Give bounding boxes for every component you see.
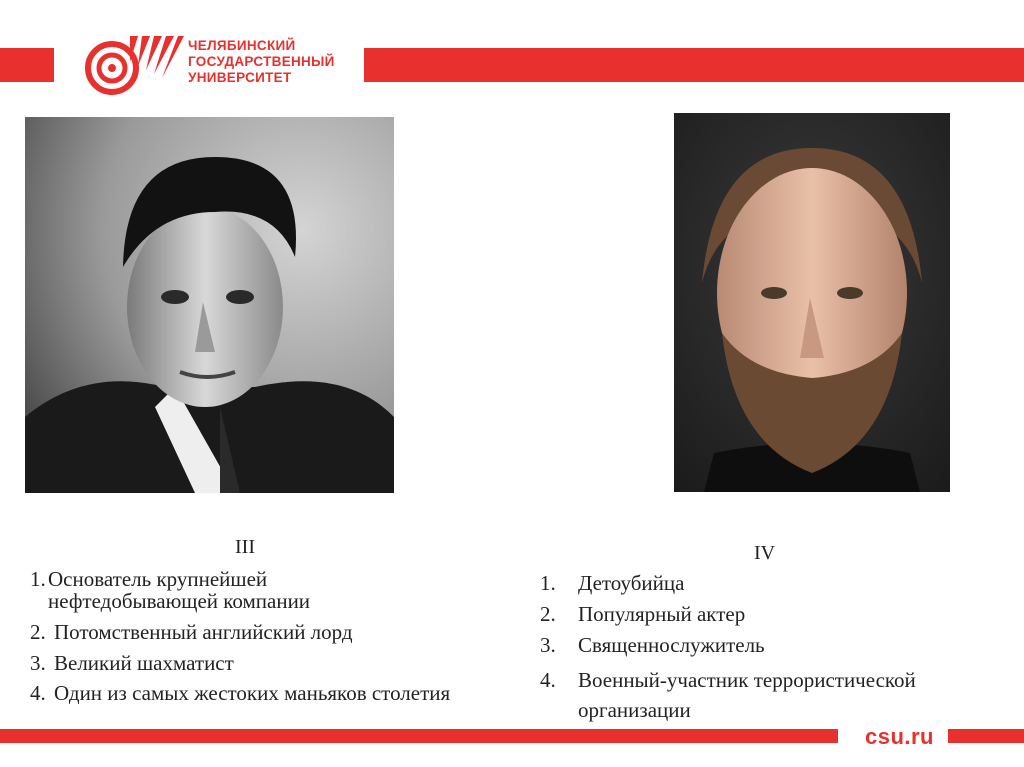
footer-bar-left [0, 729, 838, 743]
list-item [540, 634, 1000, 656]
block-heading-left: III [235, 536, 255, 558]
list-item-number: 2. [540, 602, 556, 626]
list-item [540, 603, 1000, 625]
list-item-number: 3. [540, 633, 556, 657]
header-bar-left [0, 48, 54, 82]
list-item-number: 4. [30, 681, 46, 705]
list-item-text: Великий шахматист [54, 651, 234, 675]
portrait-photo-left [25, 117, 394, 493]
list-item-number: 2. [30, 620, 46, 644]
university-logo-icon [84, 32, 184, 96]
list-right [540, 572, 1000, 734]
list-item-text: Основатель крупнейшей нефтедобывающей компании [48, 567, 311, 613]
list-item-number: 4. [540, 668, 556, 692]
list-left [30, 568, 470, 712]
portrait-photo-right [674, 113, 950, 492]
university-name-line: УНИВЕРСИТЕТ [188, 70, 292, 85]
list-item-text: Потомственный английский лорд [54, 620, 353, 644]
footer-bar-right [948, 729, 1024, 743]
list-item-text: Один из самых жестоких маньяков столетия [54, 681, 451, 705]
university-name-line: ГОСУДАРСТВЕННЫЙ [188, 54, 335, 69]
list-item-text: Священнослужитель [578, 633, 765, 657]
site-brand: csu.ru [864, 724, 934, 749]
list-item-number: 1. [540, 571, 556, 595]
list-item [540, 572, 1000, 594]
list-item-text: Детоубийца [578, 571, 685, 595]
list-item [30, 568, 470, 612]
list-item-number: 1. [30, 567, 46, 591]
list-item-text: Популярный актер [578, 602, 746, 626]
list-item [540, 665, 1000, 725]
block-heading-right: IV [754, 542, 776, 564]
university-name [188, 38, 335, 86]
list-item-text: Военный-участник террористической организации [578, 668, 916, 722]
list-item-number: 3. [30, 651, 46, 675]
list-item [30, 652, 470, 674]
list-item [30, 683, 470, 703]
list-item [30, 621, 470, 643]
university-name-line: ЧЕЛЯБИНСКИЙ [188, 38, 296, 53]
header-bar-right [364, 48, 1024, 82]
